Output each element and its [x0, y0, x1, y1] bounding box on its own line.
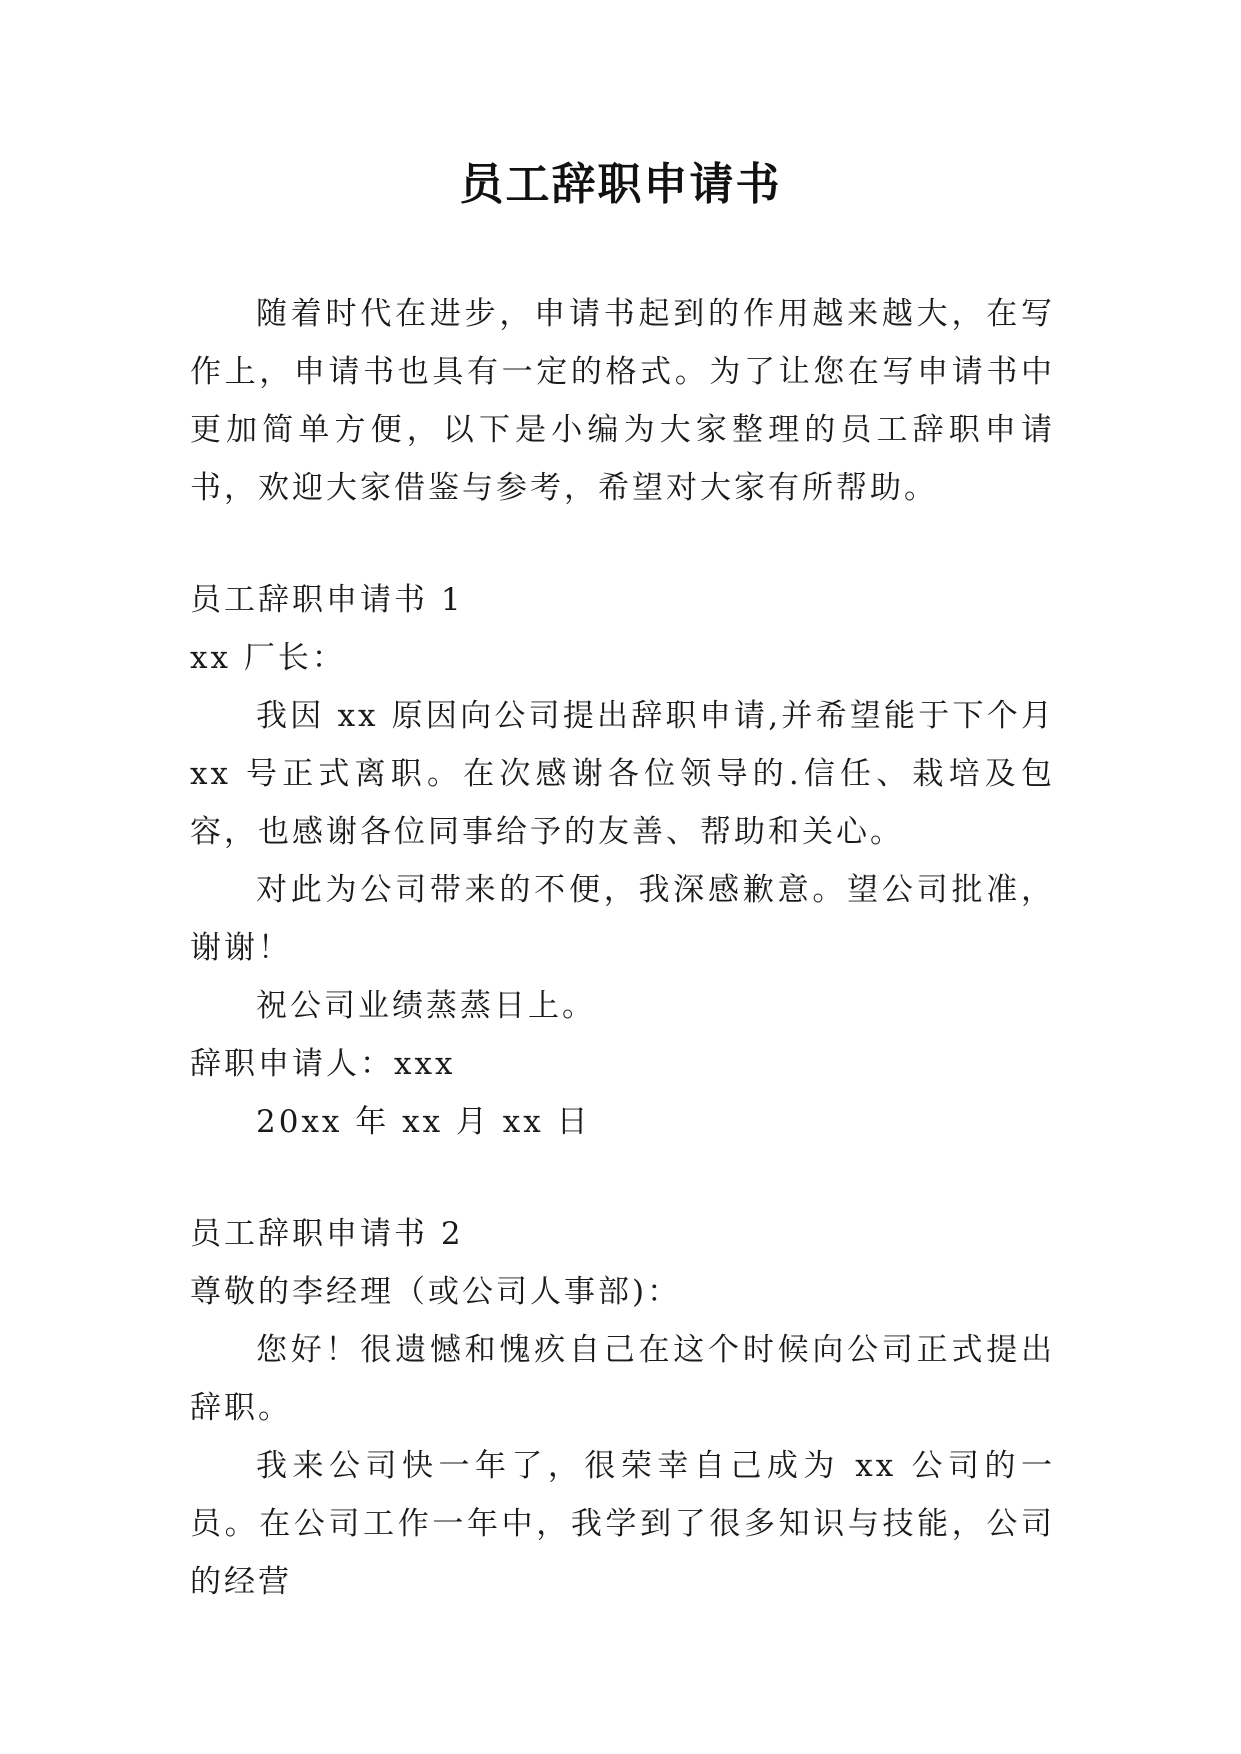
letter1-paragraph: 祝公司业绩蒸蒸日上。	[256, 988, 596, 1024]
spacer	[190, 517, 1055, 571]
letter2-paragraph: 我来公司快一年了，很荣幸自己成为 xx 公司的一员。在公司工作一年中，我学到了很多知识与技能，公司的经营	[190, 1448, 1055, 1600]
letter1-salutation: xx 厂长：	[190, 640, 346, 676]
document-title: 员工辞职申请书	[459, 159, 782, 210]
letter2-paragraph: 您好！很遗憾和愧疚自己在这个时候向公司正式提出辞职。	[190, 1332, 1055, 1426]
letter1-signature: 辞职申请人：xxx	[190, 1046, 456, 1082]
letter1-paragraph: 我因 xx 原因向公司提出辞职申请,并希望能于下个月 xx 号正式离职。在次感谢各位领导的.信任、栽培及包容，也感谢各位同事给予的友善、帮助和关心。	[190, 698, 1055, 850]
spacer	[190, 1151, 1055, 1205]
letter1-date: 20xx 年 xx 月 xx 日	[256, 1104, 591, 1140]
letter1-paragraph: 对此为公司带来的不便，我深感歉意。望公司批准，谢谢！	[190, 872, 1055, 966]
document-body	[190, 285, 1055, 1611]
letter2-salutation: 尊敬的李经理（或公司人事部)：	[190, 1274, 682, 1310]
letter1-heading: 员工辞职申请书 1	[190, 582, 464, 618]
intro-paragraph: 随着时代在进步，申请书起到的作用越来越大，在写作上，申请书也具有一定的格式。为了让您在写申请书中更加简单方便，以下是小编为大家整理的员工辞职申请书，欢迎大家借鉴与参考，希望对大家有所帮助。	[190, 296, 1055, 506]
letter2-heading: 员工辞职申请书 2	[190, 1216, 464, 1252]
